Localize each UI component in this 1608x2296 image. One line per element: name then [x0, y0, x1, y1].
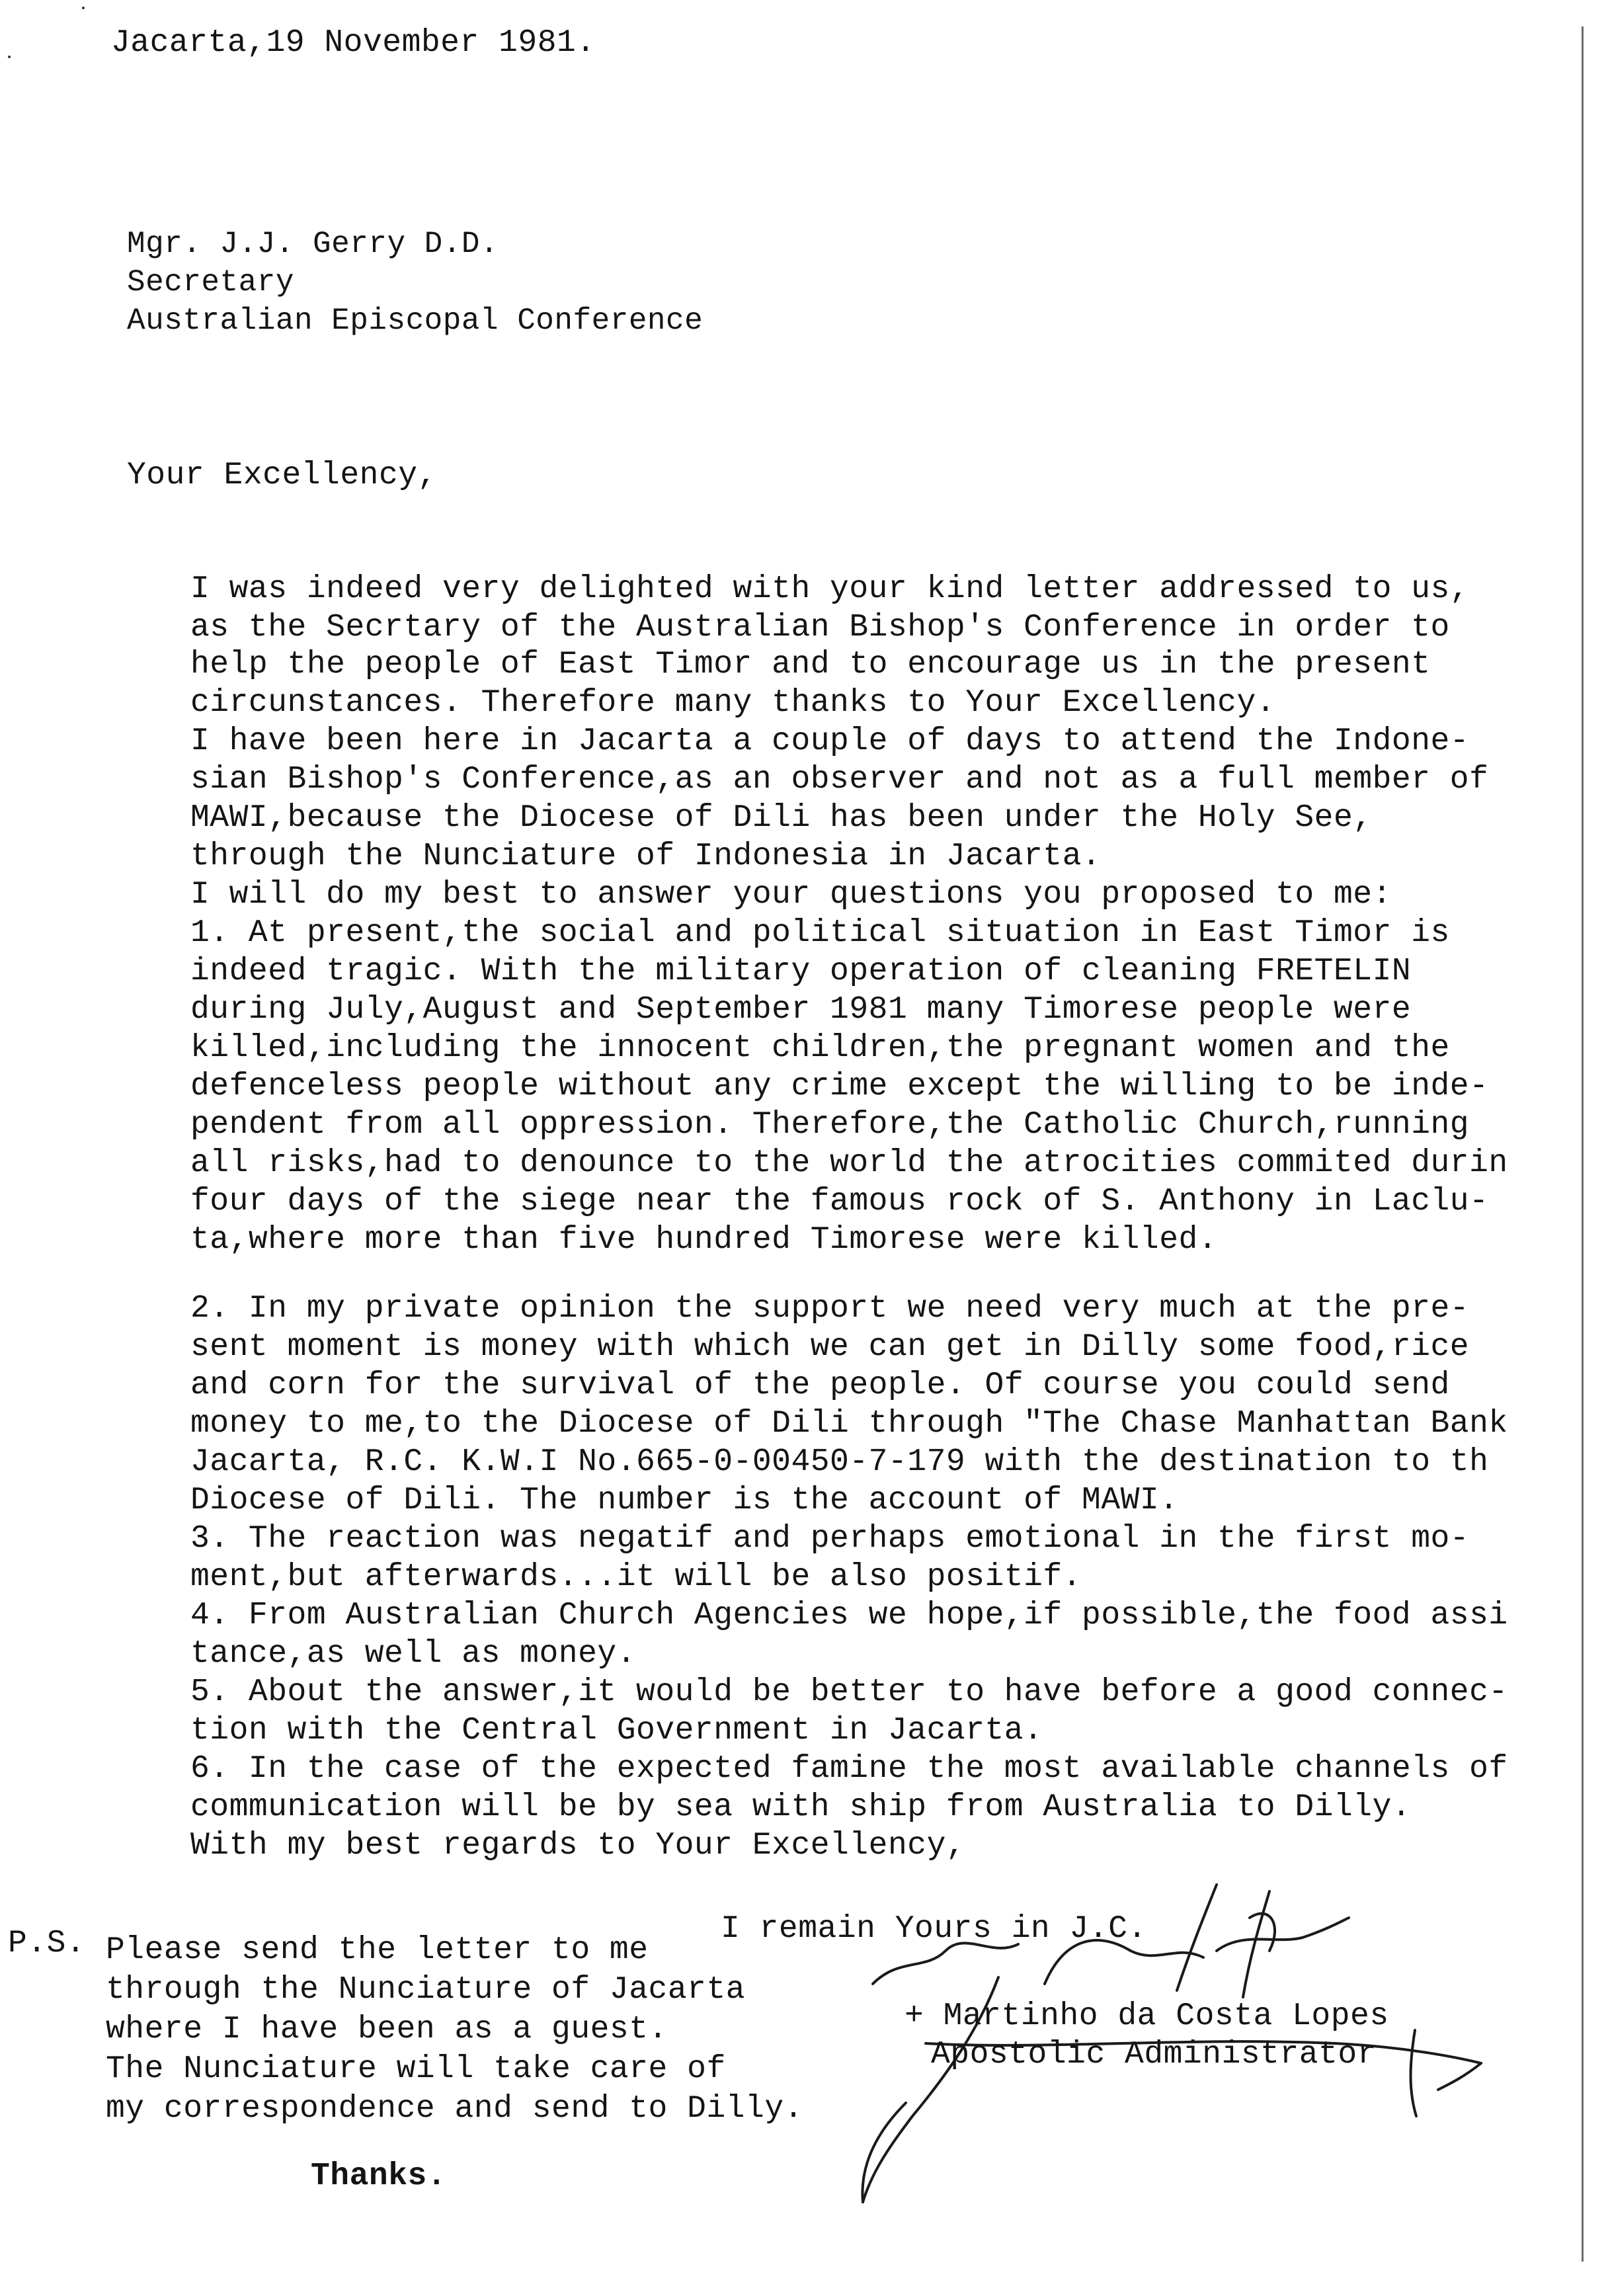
body-line: killed,including the innocent children,the pregnant women and the — [190, 1030, 1450, 1066]
scan-speck — [8, 56, 11, 58]
body-line: 6. In the case of the expected famine the most available channels of — [190, 1751, 1508, 1787]
recipient-role: Secretary — [127, 265, 294, 300]
ps-line: Please send the letter to me — [106, 1932, 649, 1968]
page-edge-line — [1582, 26, 1584, 2262]
body-line: money to me,to the Diocese of Dili through "The Chase Manhattan Bank — [190, 1406, 1508, 1442]
body-line: 5. About the answer,it would be better to have before a good connec- — [190, 1674, 1508, 1710]
body-line: tion with the Central Government in Jacarta. — [190, 1713, 1043, 1748]
body-line: 4. From Australian Church Agencies we hope,if possible,the food assi — [190, 1598, 1508, 1633]
body-line: help the people of East Timor and to encourage us in the present — [190, 647, 1431, 682]
body-line: MAWI,because the Diocese of Dili has been under the Holy See, — [190, 800, 1373, 836]
ps-line: my correspondence and send to Dilly. — [106, 2091, 803, 2127]
body-line: pendent from all oppression. Therefore,the Catholic Church,running — [190, 1107, 1470, 1143]
body-line: I will do my best to answer your questions you proposed to me: — [190, 877, 1392, 913]
body-line: sent moment is money with which we can get in Dilly some food,rice — [190, 1329, 1470, 1365]
recipient-organization: Australian Episcopal Conference — [127, 304, 704, 338]
ps-label: P.S. — [8, 1926, 86, 1961]
body-line: ta,where more than five hundred Timorese were killed. — [190, 1222, 1218, 1258]
body-line: 2. In my private opinion the support we need very much at the pre- — [190, 1291, 1470, 1327]
ps-line: The Nunciature will take care of — [106, 2051, 726, 2087]
body-line: Diocese of Dili. The number is the account of MAWI. — [190, 1483, 1179, 1518]
body-line: With my best regards to Your Excellency, — [190, 1828, 966, 1864]
body-line: 3. The reaction was negatif and perhaps emotional in the first mo- — [190, 1521, 1470, 1557]
body-line: sian Bishop's Conference,as an observer and not as a full member of — [190, 762, 1489, 798]
ps-line: where I have been as a guest. — [106, 2012, 668, 2047]
body-line: all risks,had to denounce to the world the atrocities commited durin — [190, 1145, 1508, 1181]
recipient-name: Mgr. J.J. Gerry D.D. — [127, 227, 499, 261]
body-line: and corn for the survival of the people. Of course you could send — [190, 1368, 1450, 1403]
ps-line: through the Nunciature of Jacarta — [106, 1972, 746, 2008]
body-line: four days of the siege near the famous rock of S. Anthony in Laclu- — [190, 1184, 1489, 1219]
body-line: tance,as well as money. — [190, 1636, 637, 1672]
body-line: I was indeed very delighted with your kind letter addressed to us, — [190, 571, 1470, 607]
thanks: Thanks. — [311, 2158, 447, 2194]
closing-line: I remain Yours in J.C. — [721, 1911, 1147, 1947]
signature-title: Apostolic Administrator — [931, 2037, 1377, 2072]
body-line: during July,August and September 1981 many Timorese people were — [190, 992, 1412, 1028]
salutation: Your Excellency, — [127, 458, 437, 493]
scan-speck — [82, 7, 85, 9]
body-line: defenceless people without any crime except the willing to be inde- — [190, 1069, 1489, 1104]
body-line: 1. At present,the social and political situation in East Timor is — [190, 915, 1450, 951]
body-line: ment,but afterwards...it will be also positif. — [190, 1559, 1082, 1595]
body-line: Jacarta, R.C. K.W.I No.665-0-00450-7-179 with the destination to th — [190, 1444, 1489, 1480]
signature-name: + Martinho da Costa Lopes — [904, 1998, 1389, 2034]
body-line: circunstances. Therefore many thanks to Your Excellency. — [190, 685, 1276, 721]
body-line: I have been here in Jacarta a couple of days to attend the Indone- — [190, 723, 1470, 759]
letter-date: Jacarta,19 November 1981. — [111, 25, 596, 61]
body-line: communication will be by sea with ship from Australia to Dilly. — [190, 1789, 1412, 1825]
body-line: through the Nunciature of Indonesia in Jacarta. — [190, 839, 1102, 874]
body-line: as the Secrtary of the Australian Bishop's Conference in order to — [190, 610, 1450, 645]
body-line: indeed tragic. With the military operation of cleaning FRETELIN — [190, 954, 1412, 989]
